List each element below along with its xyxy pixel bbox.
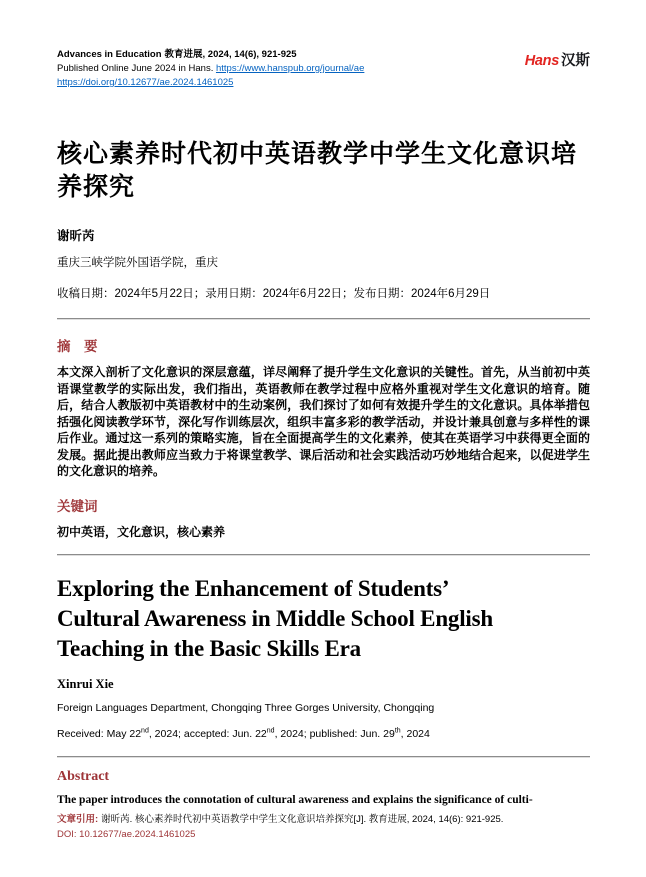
- received-sup: nd: [141, 727, 149, 734]
- citation-text: 谢昕芮. 核心素养时代初中英语教学中学生文化意识培养探究[J]. 教育进展, 2024, 14(6): 921-925.: [101, 814, 504, 825]
- doi-line: [57, 76, 364, 90]
- abstract-text-zh: 本文深入剖析了文化意识的深层意蕴，详尽阐释了提升学生文化意识的关键性。首先，从当前初中英语课堂教学的实际出发，我们指出，英语教师在教学过程中应格外重视对学生文化意识的培育。随后，结合人教版初中英语教材中的生动案例，我们探讨了如何有效提升学生的文化意识。具体举措包括强化阅读教学环节，深化写作训练层次，组织丰富多彩的教学活动，并设计兼具创意与多样性的课后作业。通过这一系列的策略实施，旨在全面提高学生的文化素养，使其在英语学习中获得更全面的发展。据此提出教师应当致力于将课堂教学、课后活动和社会实践活动巧妙地结合起来，以促进学生的文化意识的培养。: [57, 365, 590, 478]
- author-zh: 谢昕芮: [57, 229, 95, 243]
- dates-zh: 收稿日期：2024年5月22日；录用日期：2024年6月22日；发布日期：2024年6月29日: [57, 288, 491, 300]
- citation-label: 文章引用:: [57, 814, 99, 825]
- author-en: Xinrui Xie: [57, 676, 114, 691]
- journal-title-line: [57, 48, 364, 62]
- article-title-zh: [57, 138, 590, 204]
- keywords-text-zh: 初中英语，文化意识，核心素养: [57, 524, 226, 539]
- article-title-en: [57, 574, 590, 664]
- journal-header: [57, 48, 590, 90]
- title-en-line-2: Cultural Awareness in Middle School English: [57, 605, 493, 631]
- page-footer: [57, 812, 590, 842]
- hans-logo-latin: Hans: [524, 53, 559, 69]
- affiliation-zh: 重庆三峡学院外国语学院，重庆: [57, 257, 218, 269]
- doi-url-link[interactable]: https://doi.org/10.12677/ae.2024.1461025: [57, 77, 234, 88]
- received-seg: , 2024; accepted: Jun. 22: [148, 727, 267, 740]
- hans-logo: [525, 49, 590, 70]
- received-sup: nd: [266, 727, 275, 734]
- received-dates-en: [57, 728, 590, 740]
- footer-doi: DOI: 10.12677/ae.2024.1461025: [57, 829, 196, 840]
- affiliation-en: Foreign Languages Department, Chongqing Three Gorges University, Chongqing: [57, 701, 435, 714]
- title-zh-line-2: 养探究: [57, 173, 136, 201]
- received-sup: th: [394, 727, 401, 734]
- divider-rule-1: [57, 318, 590, 320]
- title-en-line-1: Exploring the Enhancement of Students’: [57, 575, 450, 601]
- citation-line: [57, 812, 590, 827]
- abstract-heading-en: Abstract: [57, 768, 110, 784]
- journal-name-en: Advances in Education: [57, 49, 162, 60]
- received-seg: Received: May 22: [57, 727, 142, 740]
- published-prefix: Published Online June 2024 in Hans.: [57, 63, 216, 74]
- journal-meta: [57, 48, 364, 90]
- page-content: [57, 48, 590, 806]
- title-zh-line-1: 核心素养时代初中英语教学中学生文化意识培: [57, 140, 578, 168]
- received-seg: , 2024; published: Jun. 29: [274, 727, 395, 740]
- abstract-heading-zh: 摘 要: [57, 339, 98, 354]
- journal-name-issue: 教育进展, 2024, 14(6), 921-925: [164, 49, 297, 60]
- abstract-text-en: The paper introduces the connotation of cultural awareness and explains the significance of culti-: [57, 793, 533, 806]
- divider-rule-2: [57, 554, 590, 556]
- published-line: [57, 62, 364, 76]
- divider-rule-3: [57, 756, 590, 758]
- received-seg: , 2024: [400, 727, 430, 740]
- hans-logo-cjk: 汉斯: [561, 53, 590, 69]
- keywords-heading-zh: 关键词: [57, 498, 98, 514]
- title-en-line-3: Teaching in the Basic Skills Era: [57, 635, 361, 661]
- journal-url-link[interactable]: https://www.hanspub.org/journal/ae: [215, 63, 365, 74]
